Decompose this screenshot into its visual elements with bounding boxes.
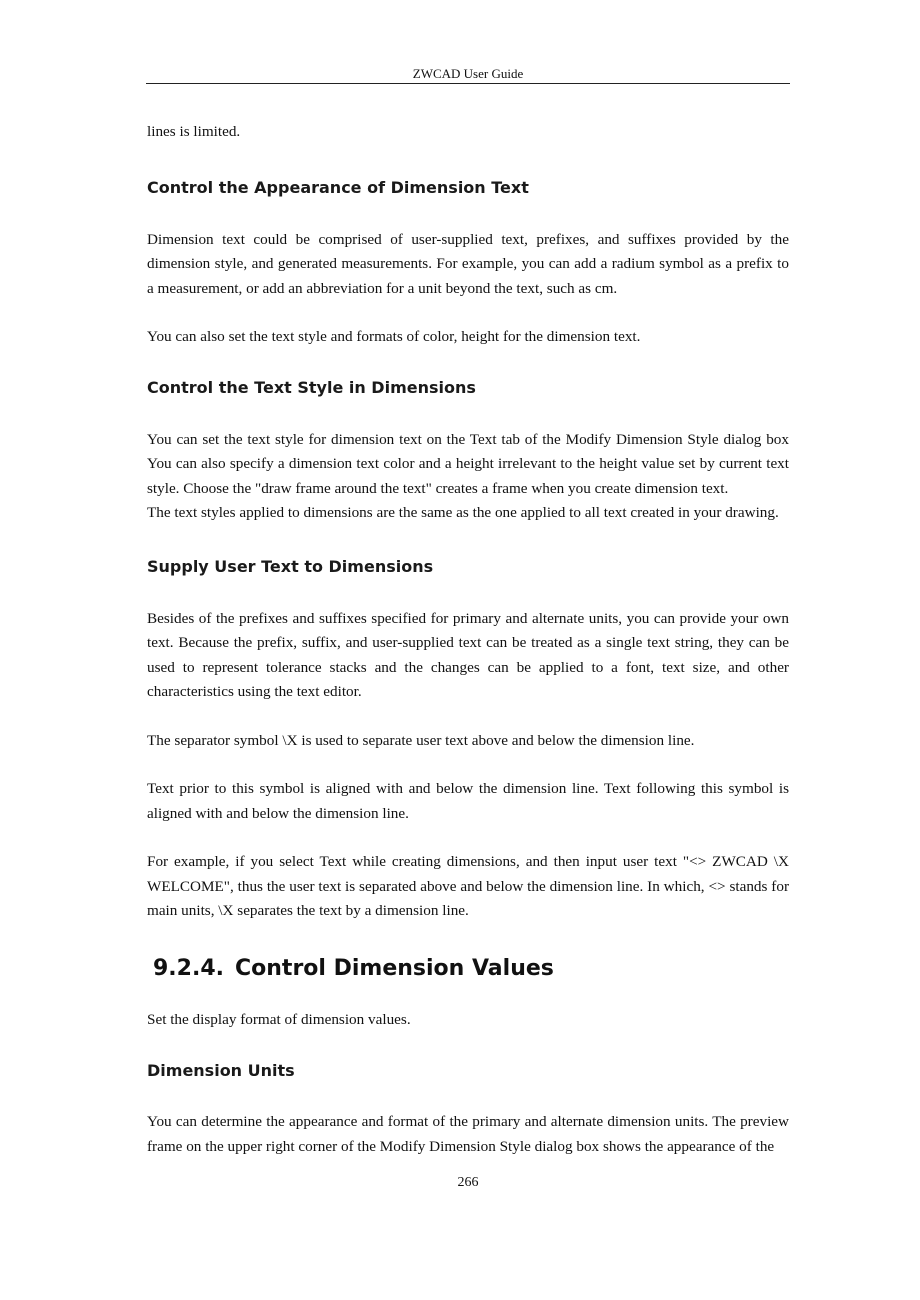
subheading-user-text: Supply User Text to Dimensions: [147, 556, 434, 576]
page-header: [146, 66, 790, 84]
subheading-appearance: Control the Appearance of Dimension Text: [147, 177, 529, 197]
paragraph: For example, if you select Text while creating dimensions, and then input user text "<> ZWCAD \X WELCOME", thus the user text is separated above and below the dimension line. In which, <> stands for main units, \X separates the text by a dimension line.: [147, 853, 789, 919]
paragraph: You can determine the appearance and format of the primary and alternate dimension units. The preview frame on the upper right corner of the Modify Dimension Style dialog box shows the appearance of the: [147, 1113, 789, 1155]
subheading-dimension-units: Dimension Units: [147, 1061, 295, 1080]
section-heading: [147, 954, 789, 984]
paragraph: You can set the text style for dimension text on the Text tab of the Modify Dimension Style dialog box You can also specify a dimension text color and a height irrelevant to the height value set by current text style. Choose the "draw frame around the text" creates a frame when you create dimension text.: [147, 430, 789, 497]
header-title: ZWCAD User Guide: [412, 66, 524, 81]
document-body: [147, 120, 789, 1159]
section-number: 9.2.4.: [153, 955, 224, 981]
paragraph: You can also set the text style and formats of color, height for the dimension text.: [147, 328, 641, 345]
paragraph: Set the display format of dimension values.: [147, 1010, 411, 1028]
paragraph: Besides of the prefixes and suffixes specified for primary and alternate units, you can provide your own text. Because the prefix, suffix, and user-supplied text can be treated as a single text string, they can be used to represent tolerance stacks and the changes can be applied to a font, text size, and other characteristics using the text editor.: [147, 609, 789, 700]
section-title: Control Dimension Values: [235, 955, 554, 981]
paragraph: The separator symbol \X is used to separate user text above and below the dimension line.: [147, 731, 695, 749]
subheading-text-style: Control the Text Style in Dimensions: [147, 377, 476, 397]
paragraph: lines is limited.: [147, 123, 241, 140]
paragraph: Text prior to this symbol is aligned with and below the dimension line. Text following this symbol is aligned with and below the dimension line.: [147, 780, 789, 822]
paragraph: Dimension text could be comprised of user-supplied text, prefixes, and suffixes provided by the dimension style, and generated measurements. For example, you can add a radium symbol as a prefix to a measurement, or add an abbreviation for a unit beyond the text, such as cm.: [147, 230, 789, 297]
page-number: 266: [457, 1175, 479, 1190]
paragraph: The text styles applied to dimensions are the same as the one applied to all text created in your drawing.: [147, 504, 779, 521]
